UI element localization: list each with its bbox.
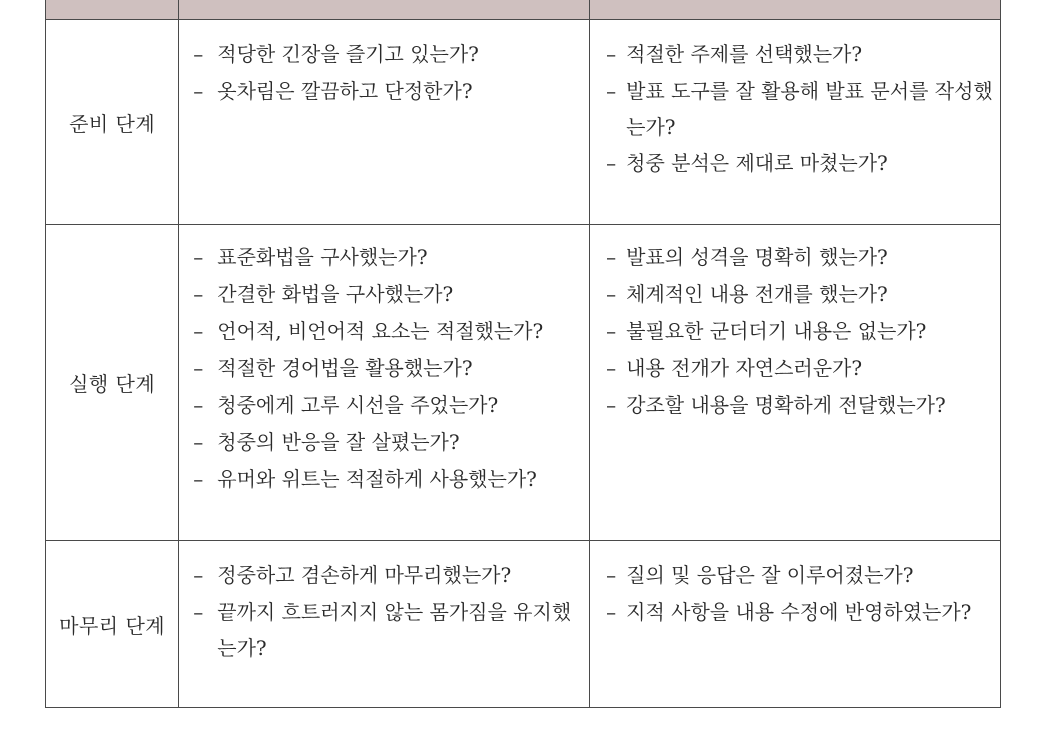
list-item-text: 청중에게 고루 시선을 주었는가?: [217, 393, 499, 417]
list-item-text: 질의 및 응답은 잘 이루어졌는가?: [626, 563, 914, 587]
list-item-text: 옷차림은 깔끔하고 단정한가?: [217, 79, 473, 103]
list-item: [179, 239, 589, 276]
dash-bullet: –: [193, 467, 204, 491]
dash-bullet: –: [193, 319, 204, 343]
list-item: [590, 350, 1000, 387]
list-item: [179, 73, 589, 110]
list-item: [179, 424, 589, 461]
list-item-text: 발표 도구를 잘 활용해 발표 문서를 작성했는가?: [626, 79, 993, 139]
list-item: [590, 73, 1000, 145]
dash-bullet: –: [606, 245, 617, 269]
prep-right-cell: [590, 20, 1001, 225]
list-item-text: 체계적인 내용 전개를 했는가?: [626, 282, 888, 306]
list-item: [179, 557, 589, 594]
list-item-text: 간결한 화법을 구사했는가?: [217, 282, 454, 306]
list-item-text: 내용 전개가 자연스러운가?: [626, 356, 863, 380]
list-item: [590, 36, 1000, 73]
list-item-text: 유머와 위트는 적절하게 사용했는가?: [217, 467, 537, 491]
dash-bullet: –: [606, 79, 617, 103]
prep-left-cell: [179, 20, 590, 225]
list-item: [179, 461, 589, 498]
list-item: [179, 387, 589, 424]
list-item-text: 발표의 성격을 명확히 했는가?: [626, 245, 888, 269]
stage-label-end: 마무리 단계: [46, 541, 179, 708]
stage-label-exec: 실행 단계: [46, 225, 179, 541]
list-item: [590, 594, 1000, 631]
prep-left-list: [179, 36, 589, 110]
dash-bullet: –: [193, 42, 204, 66]
stage-label-prep: 준비 단계: [46, 20, 179, 225]
list-item: [179, 594, 589, 666]
list-item: [590, 276, 1000, 313]
list-item-text: 정중하고 겸손하게 마무리했는가?: [217, 563, 512, 587]
list-item-text: 표준화법을 구사했는가?: [217, 245, 428, 269]
dash-bullet: –: [606, 151, 617, 175]
dash-bullet: –: [193, 245, 204, 269]
dash-bullet: –: [606, 356, 617, 380]
exec-right-list: [590, 239, 1000, 424]
dash-bullet: –: [193, 430, 204, 454]
dash-bullet: –: [193, 563, 204, 587]
prep-right-list: [590, 36, 1000, 182]
table-header-row: [46, 0, 1001, 20]
dash-bullet: –: [193, 393, 204, 417]
dash-bullet: –: [606, 393, 617, 417]
end-left-list: [179, 557, 589, 666]
list-item-text: 청중의 반응을 잘 살폈는가?: [217, 430, 460, 454]
end-left-cell: [179, 541, 590, 708]
list-item-text: 적절한 경어법을 활용했는가?: [217, 356, 473, 380]
list-item: [590, 387, 1000, 424]
list-item-text: 불필요한 군더더기 내용은 없는가?: [626, 319, 927, 343]
header-cell-left: [179, 0, 590, 20]
dash-bullet: –: [606, 600, 617, 624]
dash-bullet: –: [606, 563, 617, 587]
dash-bullet: –: [606, 319, 617, 343]
list-item: [590, 313, 1000, 350]
exec-right-cell: [590, 225, 1001, 541]
exec-left-cell: [179, 225, 590, 541]
dash-bullet: –: [606, 42, 617, 66]
end-right-list: [590, 557, 1000, 631]
header-cell-right: [590, 0, 1001, 20]
table-row-prep: [46, 20, 1001, 225]
exec-left-list: [179, 239, 589, 498]
list-item: [590, 239, 1000, 276]
list-item-text: 지적 사항을 내용 수정에 반영하였는가?: [626, 600, 972, 624]
dash-bullet: –: [193, 282, 204, 306]
end-right-cell: [590, 541, 1001, 708]
list-item-text: 강조할 내용을 명확하게 전달했는가?: [626, 393, 946, 417]
dash-bullet: –: [193, 356, 204, 380]
dash-bullet: –: [193, 79, 204, 103]
list-item: [179, 350, 589, 387]
list-item: [590, 145, 1000, 182]
list-item: [590, 557, 1000, 594]
list-item-text: 언어적, 비언어적 요소는 적절했는가?: [217, 319, 544, 343]
table-row-exec: [46, 225, 1001, 541]
list-item-text: 청중 분석은 제대로 마쳤는가?: [626, 151, 888, 175]
list-item-text: 끝까지 흐트러지지 않는 몸가짐을 유지했는가?: [217, 600, 572, 660]
list-item: [179, 313, 589, 350]
dash-bullet: –: [193, 600, 204, 624]
dash-bullet: –: [606, 282, 617, 306]
header-cell-stage: [46, 0, 179, 20]
list-item-text: 적절한 주제를 선택했는가?: [626, 42, 863, 66]
table-row-end: [46, 541, 1001, 708]
list-item-text: 적당한 긴장을 즐기고 있는가?: [217, 42, 479, 66]
list-item: [179, 36, 589, 73]
list-item: [179, 276, 589, 313]
presentation-checklist-table: [45, 0, 1001, 708]
